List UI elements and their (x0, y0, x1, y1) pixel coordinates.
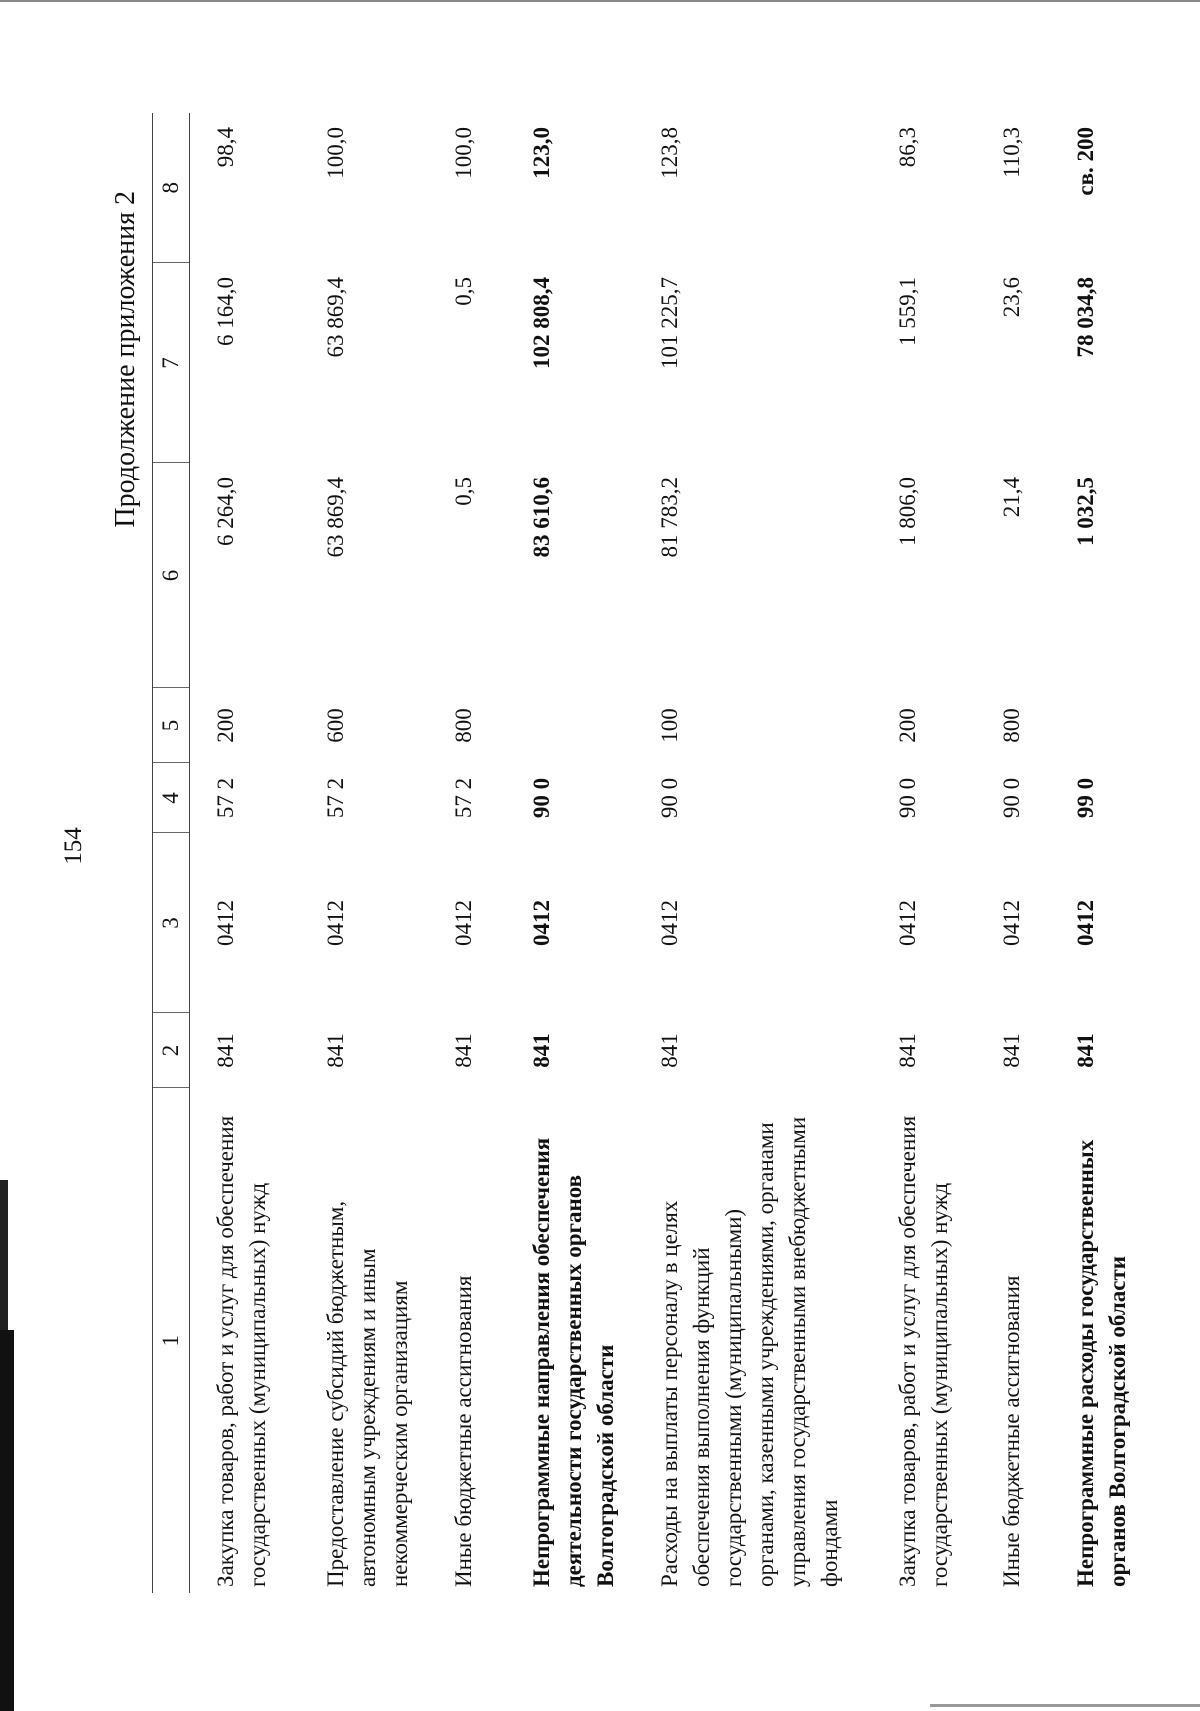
cell-c1: Предоставление субсидий бюджетным, автономным учреждениям и иным некоммерческим организациям (323, 1200, 412, 1587)
row-spacer-cell (956, 113, 996, 1593)
cell-c2: 841 (1073, 1033, 1098, 1068)
row-spacer-cell (480, 113, 526, 1593)
cell-c2: 841 (213, 1033, 238, 1068)
cell-c8: 100,0 (323, 127, 348, 179)
cell-c3: 0412 (529, 900, 554, 946)
row-spacer-cell (622, 113, 654, 1593)
row-spacer (1028, 113, 1070, 1593)
cell-c7: 6 164,0 (213, 277, 238, 346)
cell-c4: 99 0 (1073, 777, 1098, 819)
cell-c5: 800 (999, 708, 1024, 743)
table-row (448, 113, 480, 1593)
cell-c4: 57 2 (213, 777, 238, 819)
row-spacer (622, 113, 654, 1593)
cell-c3: 0412 (895, 900, 920, 946)
table-row (654, 113, 846, 1593)
row-spacer-cell (846, 113, 892, 1593)
cell-c5: 800 (451, 708, 476, 743)
cell-c7: 0,5 (451, 277, 476, 306)
cell-c3: 0412 (451, 900, 476, 946)
cell-c5: 200 (213, 708, 238, 743)
cell-c2: 841 (451, 1033, 476, 1068)
budget-table (152, 113, 1134, 1593)
cell-c1: Расходы на выплаты персоналу в целях обеспечения выполнения функций государственными (муниципальными) органами, казенными учреждениями, органами управления государственными внебюджетными фондами (657, 1116, 842, 1587)
page-number: 154 (60, 827, 87, 865)
cell-c6: 1 032,5 (1073, 477, 1098, 546)
cell-c6: 81 783,2 (657, 477, 682, 558)
cell-c2: 841 (657, 1033, 682, 1068)
row-spacer-cell (274, 113, 320, 1593)
appendix-title: Продолжение приложения 2 (110, 191, 141, 528)
cell-c1: Иные бюджетные ассигнования (999, 1275, 1024, 1587)
cell-c5 (1070, 688, 1134, 763)
cell-c8: 86,3 (895, 127, 920, 168)
cell-c6: 83 610,6 (529, 477, 554, 558)
cell-c8: 110,3 (999, 127, 1024, 178)
table-row (892, 113, 956, 1593)
cell-c1: Закупка товаров, работ и услуг для обеспечения государственных (муниципальных) нужд (895, 1115, 952, 1587)
cell-c5: 100 (657, 708, 682, 743)
table-header-row (153, 113, 190, 1593)
header-col-8: 8 (153, 113, 190, 263)
cell-c5: 200 (895, 708, 920, 743)
cell-c7: 101 225,7 (657, 277, 682, 369)
cell-c8: 123,0 (529, 127, 554, 179)
cell-c6: 1 806,0 (895, 477, 920, 546)
cell-c7: 1 559,1 (895, 277, 920, 346)
header-col-5: 5 (153, 688, 190, 763)
cell-c4: 90 0 (999, 777, 1024, 819)
cell-c5: 600 (323, 708, 348, 743)
cell-c8: св. 200 (1073, 127, 1098, 196)
cell-c7: 102 808,4 (529, 277, 554, 369)
cell-c6: 6 264,0 (213, 477, 238, 546)
cell-c7: 23,6 (999, 277, 1024, 318)
row-spacer (846, 113, 892, 1593)
cell-c3: 0412 (213, 900, 238, 946)
cell-c6: 0,5 (451, 477, 476, 506)
cell-c7: 63 869,4 (323, 277, 348, 358)
cell-c8: 98,4 (213, 127, 238, 168)
table-row (1070, 113, 1134, 1593)
cell-c2: 841 (323, 1033, 348, 1068)
cell-c4: 90 0 (657, 777, 682, 819)
cell-c3: 0412 (323, 900, 348, 946)
row-spacer-cell (1028, 113, 1070, 1593)
row-spacer (956, 113, 996, 1593)
cell-c1: Непрограммные направления обеспечения деятельности государственных органов Волгоградской области (529, 1137, 618, 1587)
header-col-3: 3 (153, 833, 190, 1013)
header-col-1: 1 (153, 1088, 190, 1593)
cell-c2: 841 (529, 1033, 554, 1068)
cell-c4: 90 0 (895, 777, 920, 819)
cell-c2: 841 (999, 1033, 1024, 1068)
cell-c3: 0412 (1073, 900, 1098, 946)
header-col-7: 7 (153, 263, 190, 463)
table-row (526, 113, 622, 1593)
cell-c8: 100,0 (451, 127, 476, 179)
header-col-4: 4 (153, 763, 190, 833)
cell-c5 (526, 688, 622, 763)
row-spacer-cell (416, 113, 448, 1593)
cell-c4: 57 2 (451, 777, 476, 819)
cell-c2: 841 (895, 1033, 920, 1068)
header-col-6: 6 (153, 463, 190, 688)
row-spacer (274, 113, 320, 1593)
table-row (996, 113, 1028, 1593)
cell-c7: 78 034,8 (1073, 277, 1098, 358)
table-row (320, 113, 416, 1593)
table-body (190, 113, 1135, 1593)
row-spacer (416, 113, 448, 1593)
cell-c1: Иные бюджетные ассигнования (451, 1275, 476, 1587)
header-col-2: 2 (153, 1013, 190, 1088)
cell-c3: 0412 (999, 900, 1024, 946)
cell-c4: 57 2 (323, 777, 348, 819)
table-row (190, 113, 275, 1593)
cell-c8: 123,8 (657, 127, 682, 179)
cell-c6: 63 869,4 (323, 477, 348, 558)
row-spacer (480, 113, 526, 1593)
cell-c3: 0412 (657, 900, 682, 946)
cell-c6: 21,4 (999, 477, 1024, 518)
cell-c1: Закупка товаров, работ и услуг для обеспечения государственных (муниципальных) нужд (213, 1115, 270, 1587)
cell-c4: 90 0 (529, 777, 554, 819)
cell-c1: Непрограммные расходы государственных органов Волгоградской области (1073, 1139, 1130, 1587)
